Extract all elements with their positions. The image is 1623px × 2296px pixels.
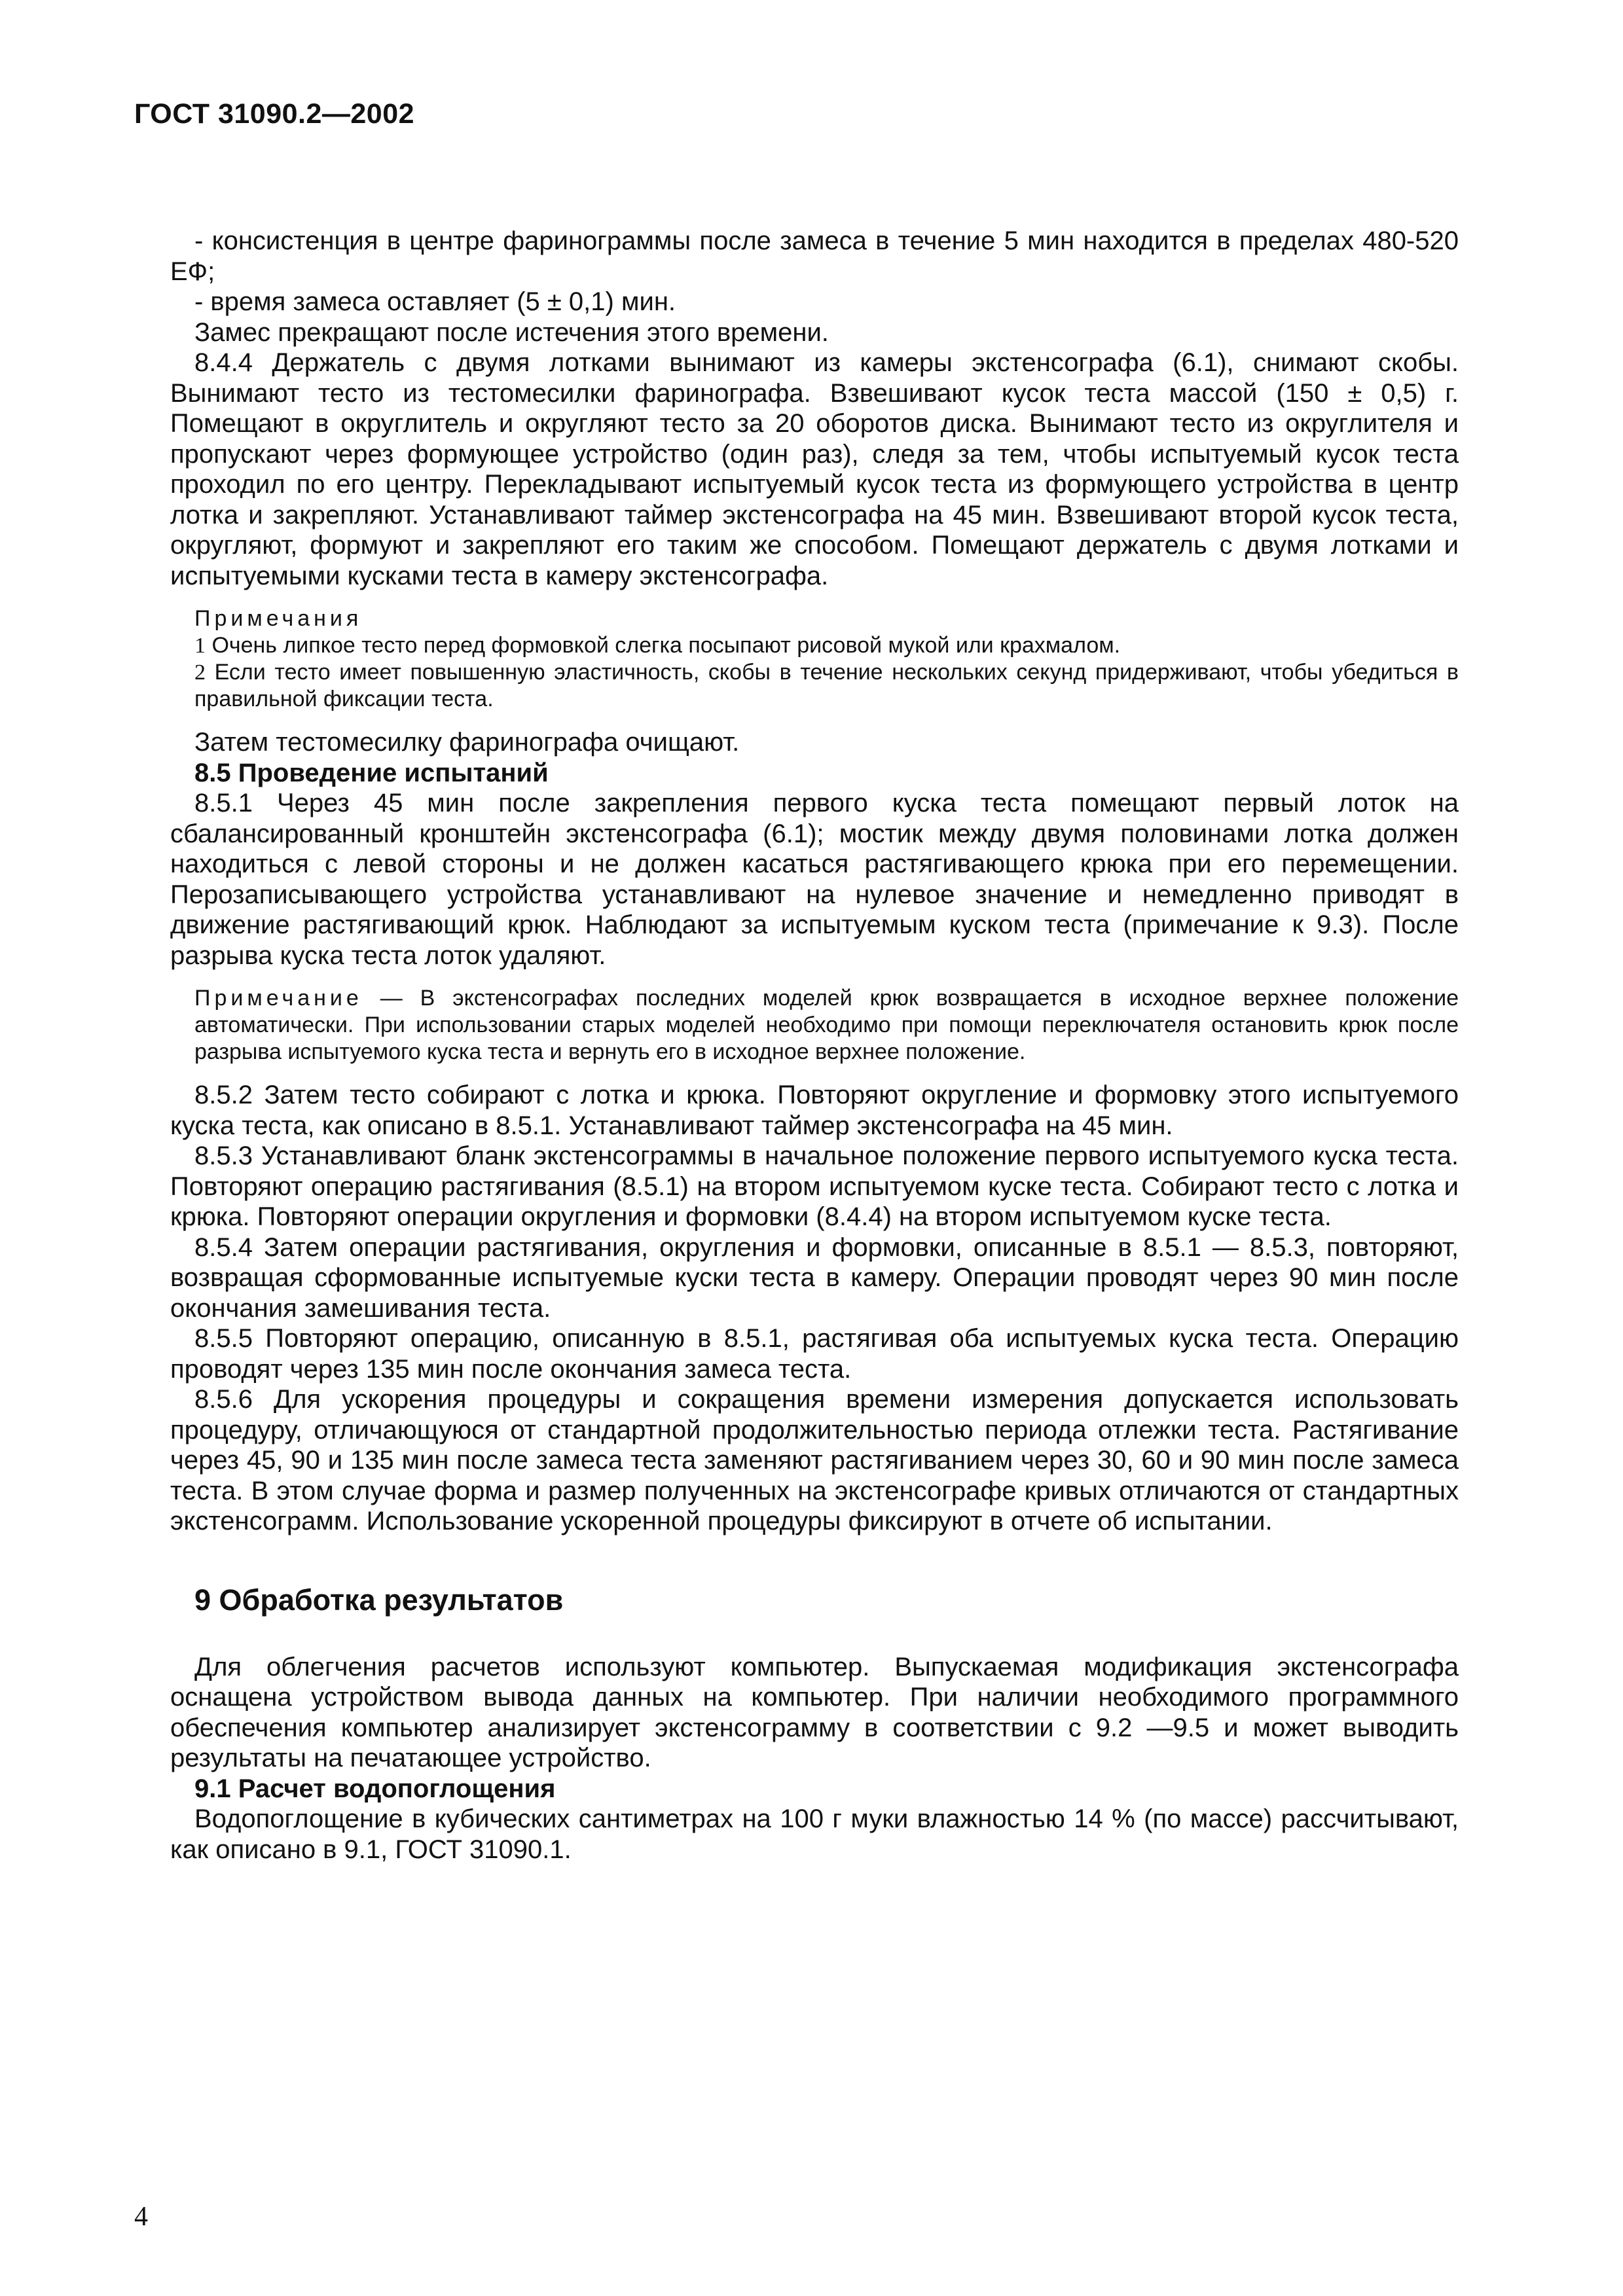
note-item-1 bbox=[170, 632, 1459, 659]
paragraph-consistency: - консистенция в центре фаринограммы после замеса в течение 5 мин находится в пределах 480-520 ЕФ; bbox=[170, 226, 1459, 286]
note-item-2-number: 2 bbox=[194, 660, 206, 685]
paragraph-8-5-2: 8.5.2 Затем тесто собирают с лотка и крюка. Повторяют округление и формовку этого испытуемого куска теста, как описано в 8.5.1. Устанавливают таймер экстенсографа на 45 мин. bbox=[170, 1081, 1459, 1140]
note-8-5-1 bbox=[170, 985, 1459, 1066]
note-8-5-1-label: Примечание bbox=[194, 986, 363, 1011]
note-item-1-text: Очень липкое тесто перед формовкой слегка посыпают рисовой мукой или крахмалом. bbox=[211, 633, 1121, 658]
note-heading: Примечания bbox=[194, 606, 363, 631]
paragraph-8-5-1: 8.5.1 Через 45 мин после закрепления первого куска теста помещают первый лоток на сбалансированный кронштейн экстенсографа (6.1); мостик между двумя половинами лотка должен находиться с левой стороны и не должен касаться растягивающего крюка при его перемещении. Перозаписывающего устройства устанавливают на нулевое значение и немедленно приводят в движение растягивающий крюк. Наблюдают за испытуемым куском теста (примечание к 9.3). После разрыва куска теста лоток удаляют. bbox=[170, 789, 1459, 970]
heading-8-5: 8.5 Проведение испытаний bbox=[194, 758, 549, 787]
paragraph-stop-mixing: Замес прекращают после истечения этого времени. bbox=[194, 317, 829, 347]
heading-section-9: 9 Обработка результатов bbox=[194, 1583, 564, 1617]
document-header: ГОСТ 31090.2—2002 bbox=[134, 98, 415, 130]
paragraph-8-5-3: 8.5.3 Устанавливают бланк экстенсограммы в начальное положение первого испытуемого куска теста. Повторяют операцию растягивания (8.5.1) на втором испытуемом куске теста. Собирают тесто с лотка и крюка. Повторяют операции округления и формовки (8.4.4) на втором испытуемом куске теста. bbox=[170, 1141, 1459, 1231]
note-8-5-1-text: — В экстенсографах последних моделей крюк возвращается в исходное верхнее положение автоматически. При использовании старых моделей необходимо при помощи переключателя остановить крюк после разрыва испытуемого куска теста и вернуть его в исходное верхнее положение. bbox=[194, 986, 1459, 1064]
paragraph-8-5-4: 8.5.4 Затем операции растягивания, округления и формовки, описанные в 8.5.1 — 8.5.3, повторяют, возвращая сформованные испытуемые куски теста в камеру. Операции проводят через 90 мин после окончания замешивания теста. bbox=[170, 1232, 1459, 1323]
note-item-2-text: Если тесто имеет повышенную эластичность, скобы в течение нескольких секунд придерживают, чтобы убедиться в правильной фиксации теста. bbox=[194, 660, 1459, 711]
paragraph-8-4-4: 8.4.4 Держатель с двумя лотками вынимают из камеры экстенсографа (6.1), снимают скобы. Вынимают тесто из тестомесилки фаринографа. Взвешивают кусок теста массой (150 ± 0,5) г. Помещают в округлитель и округляют тесто за 20 оборотов диска. Вынимают тесто из округлителя и пропускают через формующее устройство (один раз), следя за тем, чтобы испытуемый кусок теста проходил по его центру. Перекладывают испытуемый кусок теста из формующего устройства в центр лотка и закрепляют. Устанавливают таймер экстенсографа на 45 мин. Взвешивают второй кусок теста, округляют, формуют и закрепляют его таким же способом. Помещают держатель с двумя лотками и испытуемыми кусками теста в камеру экстенсографа. bbox=[170, 348, 1459, 590]
paragraph-8-5-6: 8.5.6 Для ускорения процедуры и сокращения времени измерения допускается использовать процедуру, отличающуюся от стандартной продолжительностью периода отлежки теста. Растягивание через 45, 90 и 135 мин после замеса теста заменяют растягиванием через 30, 60 и 90 мин после замеса теста. В этом случае форма и размер полученных на экстенсографе кривых отличаются от стандартных экстенсограмм. Использование ускоренной процедуры фиксируют в отчете об испытании. bbox=[170, 1385, 1459, 1535]
document-body bbox=[170, 226, 1459, 1865]
page-number: 4 bbox=[134, 2202, 148, 2232]
note-item-1-number: 1 bbox=[194, 634, 206, 658]
paragraph-mixing-time: - время замеса оставляет (5 ± 0,1) мин. bbox=[194, 287, 676, 316]
note-item-2 bbox=[170, 659, 1459, 713]
paragraph-9-intro: Для облегчения расчетов используют компьютер. Выпускаемая модификация экстенсографа оснащена устройством вывода данных на компьютер. При наличии необходимого программного обеспечения компьютер анализирует экстенсограмму в соответствии с 9.2 —9.5 и может выводить результаты на печатающее устройство. bbox=[170, 1652, 1459, 1772]
paragraph-clean-mixer: Затем тестомесилку фаринографа очищают. bbox=[194, 728, 740, 757]
heading-9-1: 9.1 Расчет водопоглощения bbox=[194, 1774, 556, 1803]
paragraph-9-1: Водопоглощение в кубических сантиметрах на 100 г муки влажностью 14 % (по массе) рассчитывают, как описано в 9.1, ГОСТ 31090.1. bbox=[170, 1804, 1459, 1864]
paragraph-8-5-5: 8.5.5 Повторяют операцию, описанную в 8.5.1, растягивая оба испытуемых куска теста. Операцию проводят через 135 мин после окончания замеса теста. bbox=[170, 1324, 1459, 1384]
